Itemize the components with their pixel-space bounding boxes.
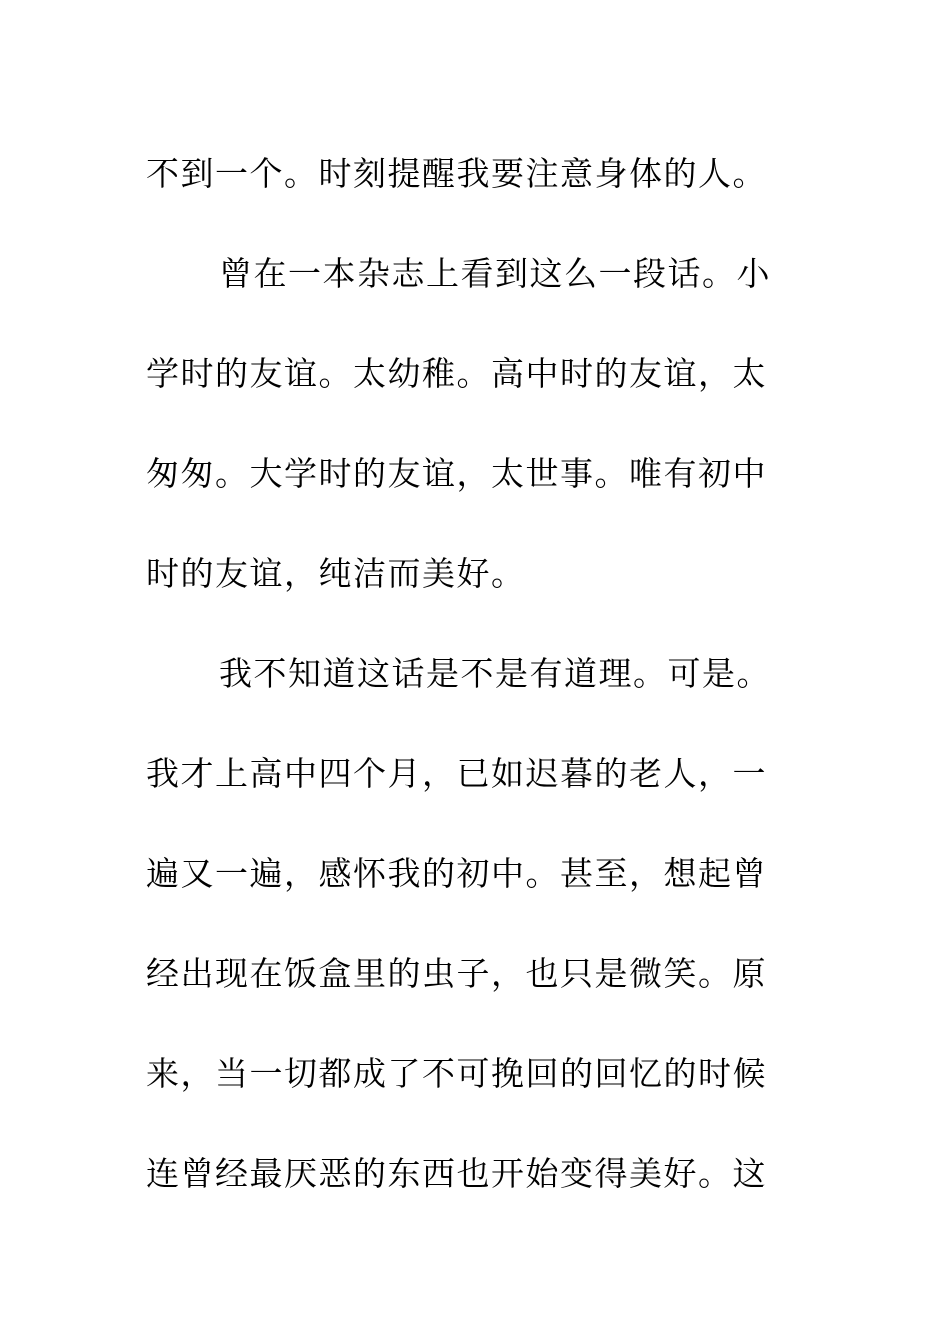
text-line: 匆匆。大学时的友谊，太世事。唯有初中: [146, 454, 767, 493]
text-line: 学时的友谊。太幼稚。高中时的友谊，太: [146, 354, 767, 393]
text-line: 我才上高中四个月，已如迟暮的老人，一: [146, 754, 767, 793]
text-line: 不到一个。时刻提醒我要注意身体的人。: [146, 154, 767, 193]
text-line: 曾在一本杂志上看到这么一段话。小: [219, 254, 771, 293]
body-text: [146, 124, 806, 1224]
text-line: 遍又一遍，感怀我的初中。甚至，想起曾: [146, 854, 767, 893]
text-line: 经出现在饭盒里的虫子，也只是微笑。原: [146, 954, 767, 993]
text-line: 连曾经最厌恶的东西也开始变得美好。这: [146, 1154, 767, 1193]
text-line: 我不知道这话是不是有道理。可是。: [219, 654, 771, 693]
text-line: 时的友谊，纯洁而美好。: [146, 554, 526, 593]
text-line: 来，当一切都成了不可挽回的回忆的时候: [146, 1054, 767, 1093]
